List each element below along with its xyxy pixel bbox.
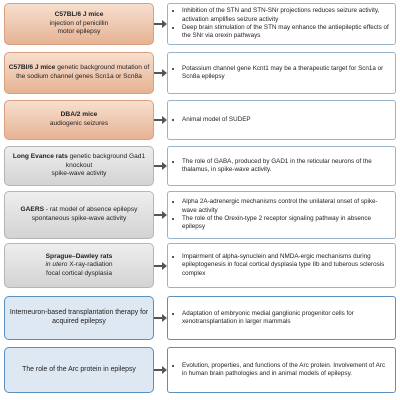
finding-bullet: • Impairment of alpha-synuclein and NMDA-ergic mechanisms during epileptogenesis in focal cortical dysplasia type IIb and tuberous sclerosis complex xyxy=(182,253,390,278)
topic-title: Interneuron-based transplantation therapy for acquired epilepsy xyxy=(9,309,149,325)
model-method: - rat model of absence epilepsy xyxy=(43,206,138,214)
model-name: GAERS xyxy=(20,206,44,214)
model-phenotype: motor epilepsy xyxy=(57,28,101,36)
model-method xyxy=(45,261,112,270)
topic-box-8 xyxy=(4,347,154,393)
model-name: Long Evance rats xyxy=(12,153,68,161)
model-phenotype: spontaneous spike-wave activity xyxy=(31,215,127,222)
row-5 xyxy=(4,191,396,239)
model-phenotype: spike-wave activity xyxy=(51,170,107,178)
model-description xyxy=(8,153,150,170)
model-method-italic: in utero xyxy=(45,261,68,269)
model-description xyxy=(8,64,150,81)
findings-box-1 xyxy=(167,3,396,45)
finding-bullet: • The role of GABA, produced by GAD1 in the reticular neurons of the thalamus, in spike-wave activity. xyxy=(182,158,390,175)
arrow-right xyxy=(154,72,163,74)
arrow-right xyxy=(154,317,163,319)
arrow-right xyxy=(154,165,163,167)
topic-title: The role of the Arc protein in epilepsy xyxy=(22,365,136,373)
row-8 xyxy=(4,347,396,393)
row-4 xyxy=(4,146,396,186)
model-name: Sprague–Dawley rats xyxy=(45,252,113,260)
model-description xyxy=(21,206,138,215)
model-name: C57Bl/6 J mice xyxy=(8,64,56,72)
model-name: C57BL/6 J mice xyxy=(54,11,104,19)
row-3 xyxy=(4,100,396,140)
model-method: genetic background Gad1 knockout xyxy=(65,153,146,169)
findings-box-7 xyxy=(167,296,396,340)
arrow-right xyxy=(154,214,163,216)
arrow-right xyxy=(154,23,163,25)
model-method: injection of penicillin xyxy=(49,19,109,27)
findings-box-4 xyxy=(167,146,396,186)
finding-bullet: • Evolution, properties, and functions of the Arc protein. Involvement of Arc in human brain pathologies and in animal models of epilepsy. xyxy=(182,362,390,379)
finding-bullet: • Potassium channel gene Kcnt1 may be a therapeutic target for Scn1a or Scn8a epilepsy xyxy=(182,65,390,82)
arrow-right xyxy=(154,119,163,121)
model-method: genetic background mutation of the sodium channel genes Scn1a or Scn8a xyxy=(16,64,150,80)
finding-bullet: • Alpha 2A-adrenergic mechanisms control the unilateral onset of spike-wave activity xyxy=(182,198,390,215)
model-box-4 xyxy=(4,146,154,186)
finding-bullet: • Animal model of SUDEP xyxy=(182,116,390,124)
row-1 xyxy=(4,3,396,45)
model-phenotype: focal cortical dysplasia xyxy=(46,269,112,277)
findings-box-3 xyxy=(167,100,396,140)
model-box-6 xyxy=(4,243,154,288)
model-box-2 xyxy=(4,52,154,94)
findings-box-8 xyxy=(167,347,396,393)
model-name: DBA/2 mice xyxy=(60,111,98,119)
arrow-right xyxy=(154,369,163,371)
model-phenotype: audiogenic seizures xyxy=(49,120,109,127)
finding-bullet: • Adaptation of embryonic medial ganglionic progenitor cells for xenotransplantation in larger mammals xyxy=(182,310,390,327)
arrow-right xyxy=(154,265,163,267)
topic-box-7 xyxy=(4,296,154,340)
row-7 xyxy=(4,296,396,340)
row-6 xyxy=(4,243,396,288)
model-box-3 xyxy=(4,100,154,140)
finding-bullet: • The role of the Orexin-type 2 receptor signaling pathway in absence epilepsy xyxy=(182,215,390,232)
model-method-rest: X-ray-radiation xyxy=(67,261,113,269)
finding-bullet: • Deep brain stimulation of the STN may enhance the antiepileptic effects of the SNr via orexin pathways xyxy=(182,24,390,41)
finding-bullet: • Inhibition of the STN and STN-SNr projections reduces seizure activity, activation amplifies seizure activity xyxy=(182,7,390,24)
findings-box-2 xyxy=(167,52,396,94)
model-box-5 xyxy=(4,191,154,239)
findings-box-5 xyxy=(167,191,396,239)
row-2 xyxy=(4,52,396,94)
model-box-1 xyxy=(4,3,154,45)
findings-box-6 xyxy=(167,243,396,288)
